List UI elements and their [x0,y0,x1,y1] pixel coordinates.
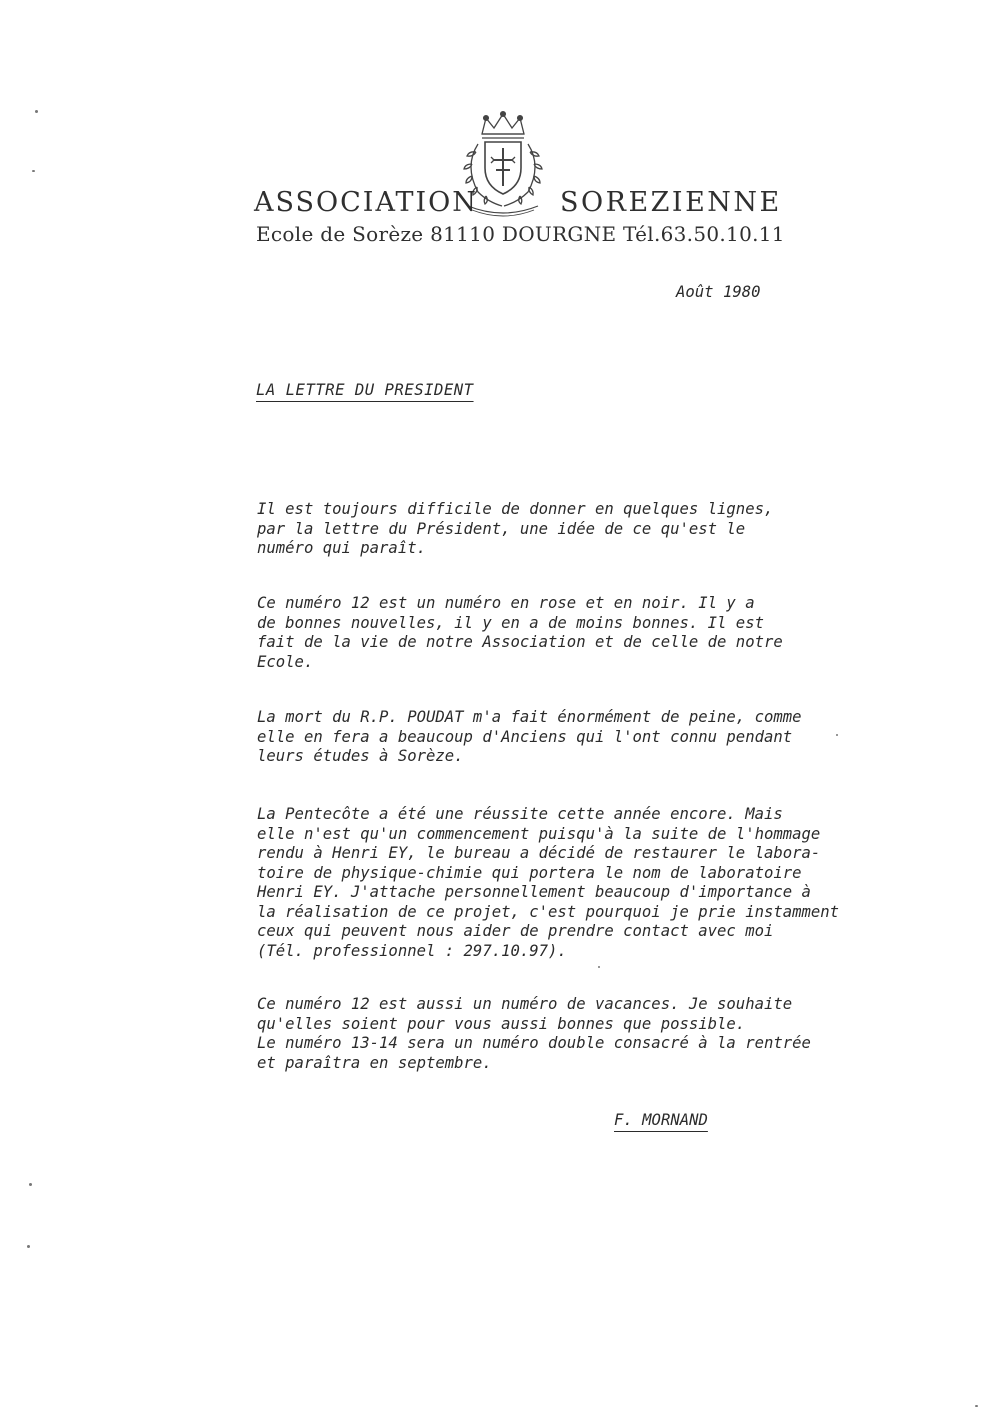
signature: F. MORNAND [614,1111,708,1129]
scan-speck [32,170,35,172]
paragraph-4: La Pentecôte a été une réussite cette année encore. Mais elle n'est qu'un commencement puisqu'à la suite de l'hommage rendu à Henri EY, le bureau a décidé de restaurer le labora- toire de physique-chimie qui portera le nom de laboratoire Henri EY. J'attache personnellement beaucoup d'importance à la réalisation de ce projet, c'est pourquoi je prie instamment ceux qui peuvent nous aider de prendre contact avec moi (Tél. professionnel : 297.10.97). [257,805,840,960]
org-address-line: Ecole de Sorèze 81110 DOURGNE Tél.63.50.10.11 [256,222,785,246]
paragraph-2: Ce numéro 12 est un numéro en rose et en noir. Il y a de bonnes nouvelles, il y en a de moins bonnes. Il est fait de la vie de notre Association et de celle de notre Ecole. [257,594,783,671]
org-name-right: SOREZIENNE [560,187,782,218]
scan-speck [35,110,38,113]
paragraph-1: Il est toujours difficile de donner en quelques lignes, par la lettre du Président, une idée de ce qu'est le numéro qui paraît. [257,500,774,557]
paragraph-5: Ce numéro 12 est aussi un numéro de vacances. Je souhaite qu'elles soient pour vous aussi bonnes que possible. Le numéro 13-14 sera un numéro double consacré à la rentrée et paraîtra en septembre. [257,995,811,1072]
org-name-left: ASSOCIATION [254,187,478,218]
scan-speck [598,966,600,968]
scan-speck [975,1405,978,1407]
letter-title: LA LETTRE DU PRESIDENT [256,381,474,399]
scan-speck [29,1183,32,1186]
scan-speck [27,1245,30,1248]
paragraph-3: La mort du R.P. POUDAT m'a fait énormément de peine, comme elle en fera a beaucoup d'Anciens qui l'ont connu pendant leurs études à Sorèze. [257,708,802,765]
letter-date: Août 1980 [676,283,761,301]
